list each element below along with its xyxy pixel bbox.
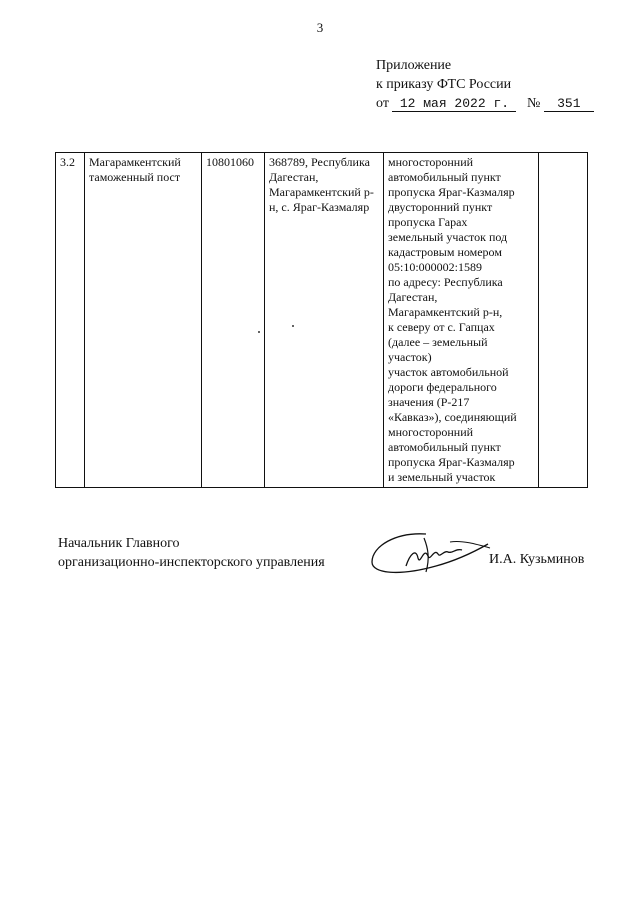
signer-title xyxy=(58,534,325,572)
zone-line: автомобильный пункт xyxy=(388,440,501,454)
page-number: 3 xyxy=(316,20,324,35)
zone-description xyxy=(384,153,539,488)
zone-line: (далее – земельный xyxy=(388,335,488,349)
signature-icon xyxy=(366,528,496,578)
row-index: 3.2 xyxy=(56,153,85,488)
zone-line: пропуска Гарах xyxy=(388,215,468,229)
zone-line: автомобильный пункт xyxy=(388,170,501,184)
zone-line: участок) xyxy=(388,350,432,364)
zone-line: значения (Р-217 xyxy=(388,395,470,409)
signer-name: И.А. Кузьминов xyxy=(489,552,585,567)
table-row xyxy=(56,153,588,488)
scan-dot xyxy=(258,331,260,333)
order-date: 12 мая 2022 г. xyxy=(392,97,516,112)
appendix-title: Приложение xyxy=(376,58,452,73)
zone-line: 05:10:000002:1589 xyxy=(388,260,483,274)
zone-line: пропуска Яраг-Казмаляр xyxy=(388,455,515,469)
zone-line: по адресу: Республика xyxy=(388,275,503,289)
zone-line: «Кавказ»), соединяющий xyxy=(388,410,517,424)
post-address: 368789, Республика Дагестан, Магарамкентский р-н, с. Яраг-Казмаляр xyxy=(265,153,384,488)
date-prefix: от xyxy=(376,96,389,111)
zone-line: Дагестан, xyxy=(388,290,438,304)
post-code: 10801060 xyxy=(202,153,265,488)
zone-line: Магарамкентский р-н, xyxy=(388,305,503,319)
zone-line: многосторонний xyxy=(388,155,474,169)
appendix-order-ref: к приказу ФТС России xyxy=(376,77,512,92)
signer-title-line: организационно-инспекторского управления xyxy=(58,555,325,570)
number-prefix: № xyxy=(526,96,541,111)
signer-title-line: Начальник Главного xyxy=(58,536,180,551)
appendix-header xyxy=(376,56,594,113)
order-number: 351 xyxy=(544,97,594,112)
zone-line: кадастровым номером xyxy=(388,245,502,259)
zone-line: к северу от с. Гапцах xyxy=(388,320,495,334)
scan-dot xyxy=(292,325,294,327)
zone-line: и земельный участок xyxy=(388,470,496,484)
zone-line: пропуска Яраг-Казмаляр xyxy=(388,185,515,199)
post-name: Магарамкентский таможенный пост xyxy=(85,153,202,488)
appendix-date-line xyxy=(376,94,594,113)
zone-line: земельный участок под xyxy=(388,230,508,244)
zone-line: дороги федерального xyxy=(388,380,497,394)
note-cell xyxy=(539,153,588,488)
customs-table xyxy=(55,152,588,488)
zone-line: многосторонний xyxy=(388,425,474,439)
zone-line: участок автомобильной xyxy=(388,365,509,379)
zone-line: двусторонний пункт xyxy=(388,200,493,214)
